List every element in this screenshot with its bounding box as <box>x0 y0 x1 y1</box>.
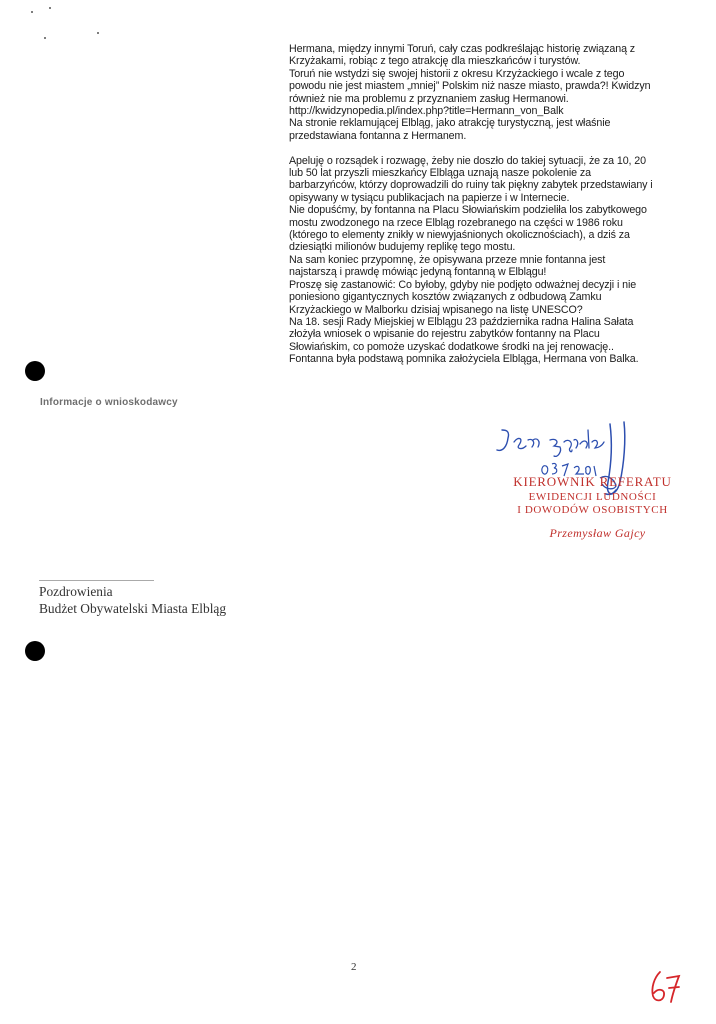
text-line: złożyła wniosek o wpisanie do rejestru zabytków fontanny na Placu <box>289 328 600 341</box>
text-line: Apeluję o rozsądek i rozwagę, żeby nie doszło do takiej sytuacji, że za 10, 20 <box>289 154 646 167</box>
text-line: Nie dopuśćmy, by fontanna na Placu Słowiańskim podzieliła los zabytkowego <box>289 204 647 217</box>
stamp-department-line: EWIDENCJI LUDNOŚCI <box>528 491 657 503</box>
text-line: dziesiątki milionów budujemy replikę tego mostu. <box>289 241 516 254</box>
text-line: również nie ma problemu z przyznaniem zasług Hermanowi. <box>289 92 569 105</box>
punch-hole-bottom <box>25 641 45 661</box>
closing-block <box>39 584 226 617</box>
text-line: Na stronie reklamującej Elbląg, jako atrakcję turystyczną, jest właśnie <box>289 117 611 130</box>
text-line: Toruń nie wstydzi się swojej historii z okresu Krzyżackiego i wcale z tego <box>289 67 625 80</box>
closing-greeting: Pozdrowienia <box>39 584 113 599</box>
text-line: Proszę się zastanowić: Co byłoby, gdyby nie podjęto odważnej decyzji i nie <box>289 278 637 291</box>
text-line: mostu zwodzonego na rzece Elbląg rozebranego na części w 1986 roku <box>289 216 623 229</box>
text-line: najstarszą i prawdę mówiąc jedyną fontanną w Elblągu! <box>289 266 547 279</box>
text-line: Krzyżackiego w Malborku dzisiaj wpisanego na listę UNESCO? <box>289 303 583 316</box>
text-line: Na 18. sesji Rady Miejskiej w Elblągu 23 października radna Halina Sałata <box>289 315 634 328</box>
punch-hole-top <box>25 361 45 381</box>
closing-organization: Budżet Obywatelski Miasta Elbląg <box>39 600 227 616</box>
text-line: Na sam koniec przypomnę, że opisywana przeze mnie fontanna jest <box>289 253 606 266</box>
page-number: 2 <box>351 961 357 973</box>
text-line: poniesiono gigantycznych kosztów związanych z odbudową Zamku <box>289 291 602 304</box>
signature-divider <box>39 580 154 581</box>
handwritten-folio-number <box>646 966 686 1006</box>
stamp-department-line-2: I DOWODÓW OSOBISTYCH <box>517 504 668 516</box>
text-line: Hermana, między innymi Toruń, cały czas podkreślając historię związaną z <box>289 43 636 55</box>
text-line: opisywany w tysiącu publikacjach na papierze i w Internecie. <box>289 191 570 204</box>
letter-paragraph-2 <box>289 155 689 366</box>
text-line: powodu nie jest miastem „mniej” Polskim niż nasze miasto, prawda?! Kwidzyn <box>289 80 651 93</box>
official-stamp <box>505 474 680 541</box>
stamp-title-line: KIEROWNIK REFERATU <box>513 474 672 489</box>
text-line: Słowiańskim, co pomoże uzyskać dodatkowe środki na jej renowację.. <box>289 340 614 353</box>
text-line: lub 50 lat przyszli mieszkańcy Elbląga uznają nasze pokolenie za <box>289 167 591 180</box>
applicant-info-heading: Informacje o wnioskodawcy <box>40 397 178 408</box>
stamp-official-name: Przemysław Gajcy <box>549 526 646 540</box>
letter-paragraph-1 <box>289 43 689 142</box>
text-line: przedstawiana fontanna z Hermanem. <box>289 129 467 142</box>
text-line: Krzyżakami, robiąc z tego atrakcję dla mieszkańców i turystów. <box>289 55 581 68</box>
letter-body <box>289 43 689 366</box>
text-line: (którego to elementy znikły w niewyjaśnionych okolicznościach), a dziś za <box>289 229 630 242</box>
url-text-line: http://kwidzynopedia.pl/index.php?title=Hermann_von_Balk <box>289 105 564 118</box>
text-line: Fontanna była podstawą pomnika założyciela Elbląga, Hermana von Balka. <box>289 353 639 366</box>
text-line: barbarzyńców, którzy doprowadzili do ruiny tak piękny zabytek przedstawiany i <box>289 179 653 192</box>
